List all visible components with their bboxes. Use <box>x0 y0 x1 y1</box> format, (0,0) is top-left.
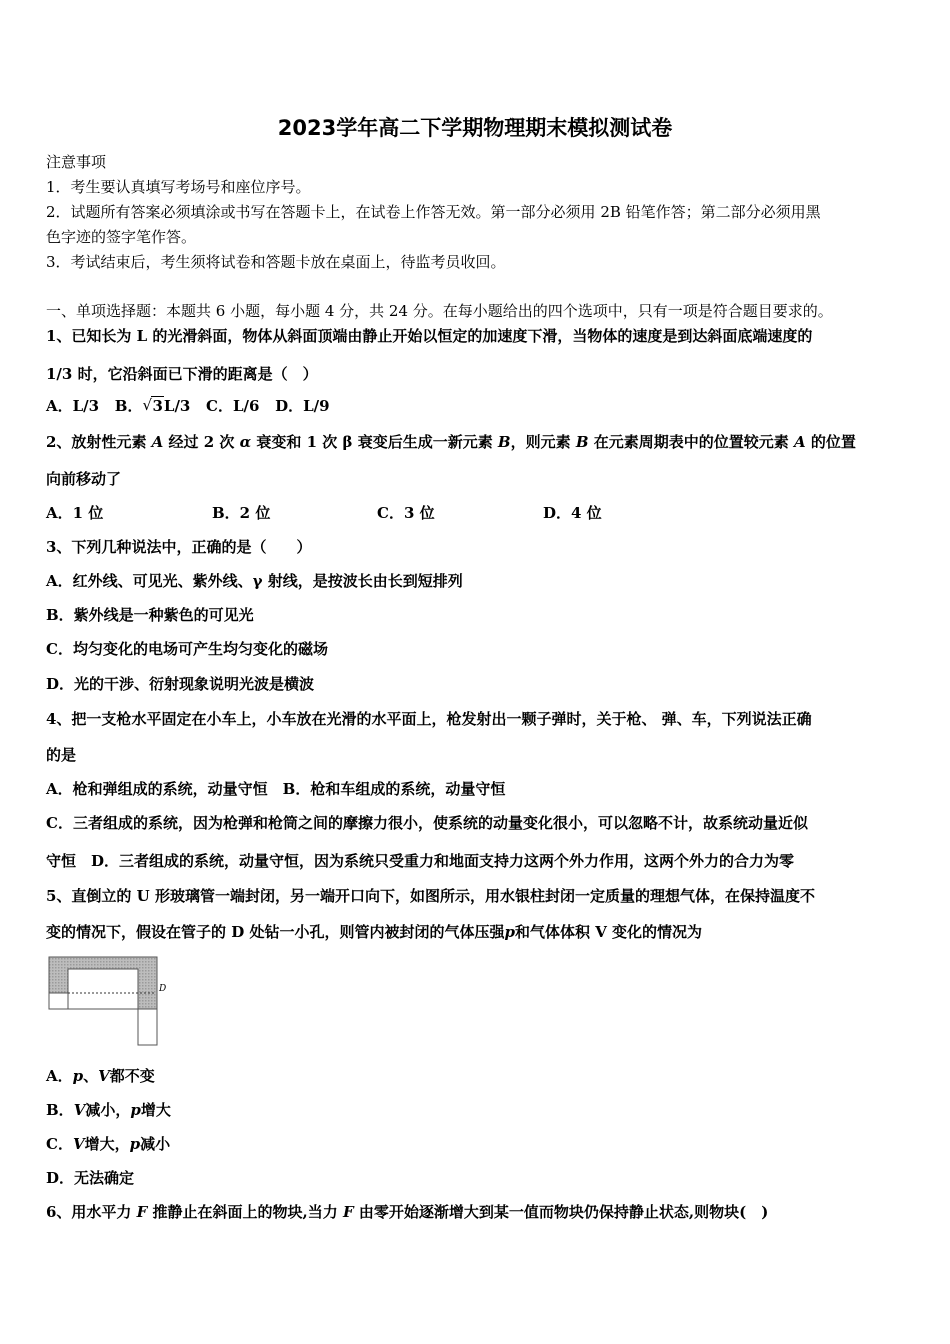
q3-line-1: 3、下列几种说法中，正确的是（ ） <box>46 538 312 556</box>
q1-options <box>46 396 330 416</box>
q5-option-a-p: p <box>72 1067 84 1085</box>
sqrt-symbol <box>142 396 163 416</box>
q6-text-c: 由零开始逐渐增大到某一值而物块仍保持静止状态,则物块( ) <box>353 1203 769 1221</box>
q2-var-alpha: α <box>239 433 252 451</box>
q5-option-a-label: A． <box>46 1067 73 1085</box>
section-heading: 一、单项选择题：本题共 6 小题，每小题 4 分，共 24 分。在每小题给出的四个选项中，只有一项是符合题目要求的。 <box>46 302 833 320</box>
q2-text-b: 经过 2 次 <box>163 433 240 451</box>
notice-item-3: 3．考试结束后，考生须将试卷和答题卡放在桌面上，待监考员收回。 <box>46 253 506 271</box>
q2-text-e: 在元素周期表中的位置较元素 <box>588 433 794 451</box>
q3-option-c: C．均匀变化的电场可产生均匀变化的磁场 <box>46 640 328 658</box>
q5-option-b-label: B． <box>46 1101 74 1119</box>
q1-option-c: C．L/6 <box>206 397 260 415</box>
q5-option-a <box>46 1066 155 1086</box>
q2-option-a: A．1 位 <box>46 504 104 522</box>
q2-line-2: 向前移动了 <box>46 470 122 488</box>
q4-line-1: 4、把一支枪水平固定在小车上，小车放在光滑的水平面上，枪发射出一颗子弹时，关于枪、 弹、车，下列说法正确 <box>46 710 812 728</box>
u-tube-figure <box>46 955 176 1047</box>
q3-option-b: B．紫外线是一种紫色的可见光 <box>46 606 254 624</box>
q4-option-c: C．三者组成的系统，因为枪弹和枪筒之间的摩擦力很小，使系统的动量变化很小，可以忽略不计，故系统动量近似 <box>46 814 808 832</box>
q1-option-b-radicand: 3 <box>152 397 163 415</box>
q5-option-b-end: 增大 <box>140 1101 171 1119</box>
q5-option-a-text: 都不变 <box>109 1067 155 1085</box>
page-title: 2023学年高二下学期物理期末模拟测试卷 <box>277 116 673 140</box>
q2-var-a: A <box>151 433 164 451</box>
q5-var-p: p <box>504 923 515 941</box>
q3-option-d: D．光的干涉、衍射现象说明光波是横波 <box>46 675 315 693</box>
q2-text-d: ，则元素 <box>510 433 576 451</box>
q2-line-1 <box>46 432 856 452</box>
q1-line-1: 1、已知长为 L 的光滑斜面，物体从斜面顶端由静止开始以恒定的加速度下滑，当物体的速度是到达斜面底端速度的 <box>46 327 813 345</box>
q4-option-c-d: 守恒 D．三者组成的系统，动量守恒，因为系统只受重力和地面支持力这两个外力作用，这两个外力的合力为零 <box>46 852 795 870</box>
tube-right-leg <box>138 1009 157 1045</box>
q2-var-a-2: A <box>793 433 806 451</box>
q1-line-2: 1/3 时，它沿斜面已下滑的距离是（ ） <box>46 365 318 383</box>
q6-line-1 <box>46 1202 768 1222</box>
q5-option-c <box>46 1134 170 1154</box>
notice-item-2-cont: 色字迹的签字笔作答。 <box>46 228 197 246</box>
q2-var-b-2: B <box>575 433 589 451</box>
q2-text-a: 2、放射性元素 <box>46 433 152 451</box>
q5-option-d: D．无法确定 <box>46 1169 135 1187</box>
notice-item-1: 1．考生要认真填写考场号和座位序号。 <box>46 178 311 196</box>
q5-option-b-p: p <box>130 1101 141 1119</box>
notice-item-2: 2．试题所有答案必须填涂或书写在答题卡上，在试卷上作答无效。第一部分必须用 2B 铅笔作答；第二部分必须用黑 <box>46 203 821 221</box>
q2-option-c: C．3 位 <box>377 504 435 522</box>
q5-option-b <box>46 1100 171 1120</box>
q2-option-b: B．2 位 <box>212 504 271 522</box>
point-d-label: D <box>159 984 167 994</box>
tube-inner-gap <box>68 969 138 1009</box>
q2-text-f: 的位置 <box>805 433 856 451</box>
notice-heading: 注意事项 <box>46 153 107 171</box>
q5-option-a-sep: 、 <box>83 1067 99 1085</box>
q1-option-a: A．L/3 <box>46 397 100 415</box>
q6-var-f: F <box>136 1203 148 1221</box>
q5-option-b-mid: 减小， <box>85 1101 131 1119</box>
q5-line-2 <box>46 922 702 942</box>
q2-option-d: D．4 位 <box>543 504 602 522</box>
q5-option-c-end: 减小 <box>140 1135 171 1153</box>
q5-text-b: 和气体体积 V 变化的情况为 <box>514 923 703 941</box>
q5-option-b-v: V <box>73 1101 86 1119</box>
q6-var-f-2: F <box>343 1203 354 1221</box>
q3-option-a: A．红外线、可见光、紫外线、γ 射线，是按波长由长到短排列 <box>46 572 463 590</box>
q1-option-d: D．L/9 <box>275 397 330 415</box>
q4-options-ab: A．枪和弹组成的系统，动量守恒 B．枪和车组成的系统，动量守恒 <box>46 780 506 798</box>
q5-line-1: 5、直倒立的 U 形玻璃管一端封闭，另一端开口向下，如图所示，用水银柱封闭一定质量的理想气体，在保持温度不 <box>46 887 815 905</box>
q2-text-c: 衰变和 1 次 β 衰变后生成一新元素 <box>251 433 498 451</box>
q5-text-a: 变的情况下，假设在管子的 D 处钻一小孔，则管内被封闭的气体压强 <box>46 923 505 941</box>
q2-var-b: B <box>497 433 511 451</box>
q5-option-c-p: p <box>129 1135 141 1153</box>
q1-option-b-label: B． <box>114 397 143 415</box>
q5-option-c-mid: 增大， <box>84 1135 130 1153</box>
q6-text-a: 6、用水平力 <box>46 1203 137 1221</box>
q1-option-b-value: L/3 <box>163 397 191 415</box>
q4-line-2: 的是 <box>46 746 77 764</box>
q5-option-c-v: V <box>72 1135 85 1153</box>
q1-option-b <box>115 397 191 415</box>
q6-text-b: 推静止在斜面上的物块,当力 <box>147 1203 343 1221</box>
q5-option-c-label: C． <box>46 1135 73 1153</box>
tube-left-gas <box>49 993 68 1009</box>
q5-option-a-v: V <box>98 1067 110 1085</box>
